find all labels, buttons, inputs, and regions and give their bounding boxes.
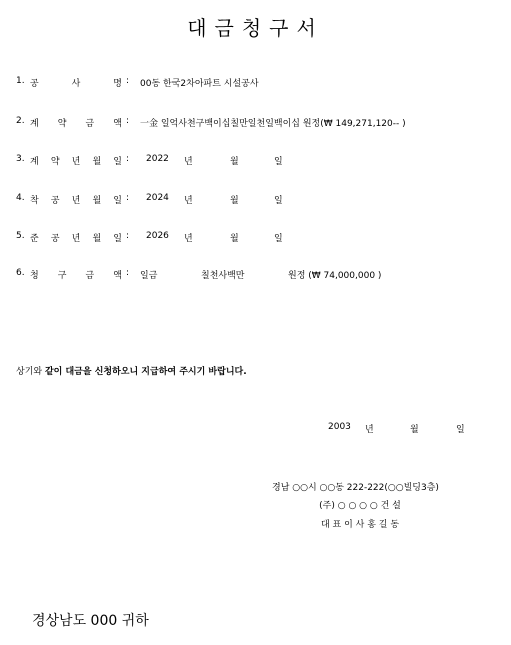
company-address: 경남 ○○시 ○○동 222-222(○○빌딩3층) [272, 483, 439, 493]
document-date: 2003 년 월 일 [328, 422, 465, 435]
item-number: 1. [16, 76, 25, 86]
notice-text: 같이 대금을 신청하오니 지급하여 주시기 바랍니다. [44, 367, 247, 377]
item-number: 5. [16, 231, 25, 241]
notice-lead: 상기와 [16, 367, 43, 377]
item-value-prefix: 일금 [140, 271, 158, 281]
item-value: 00동 한국2차아파트 시설공사 [140, 79, 259, 89]
item-label: 계 약 년 월 일 [30, 157, 122, 167]
item-label: 계 약 금 액 [30, 119, 122, 129]
item-value-words: 칠천사백만 [201, 271, 245, 281]
item-value-suffix: 원정 (₩ 74,000,000 ) [288, 271, 382, 281]
item-label: 청 구 금 액 [30, 271, 122, 281]
document-title: 대금청구서 [187, 16, 324, 40]
item-label: 준 공 년 월 일 [30, 234, 122, 244]
item-label: 착 공 년 월 일 [30, 196, 122, 206]
ceo-name: 대 표 이 사 홍 길 동 [320, 520, 400, 530]
year-value: 2022 [146, 154, 169, 164]
date-year: 2003 [328, 422, 351, 432]
recipient: 경상남도 000 귀하 [32, 613, 149, 629]
item-number: 4. [16, 193, 25, 203]
item-value: 一金 일억사천구백이십칠만일천일백이십 원정(₩ 149,271,120-- ) [140, 119, 406, 129]
company-name: (주) ○ ○ ○ ○ 건 설 [319, 501, 401, 511]
item-number: 6. [16, 268, 25, 278]
year-value: 2026 [146, 231, 169, 241]
item-number: 2. [16, 116, 25, 126]
item-label: 공 사 명 [30, 79, 122, 89]
year-value: 2024 [146, 193, 169, 203]
item-number: 3. [16, 154, 25, 164]
request-notice [16, 364, 247, 377]
